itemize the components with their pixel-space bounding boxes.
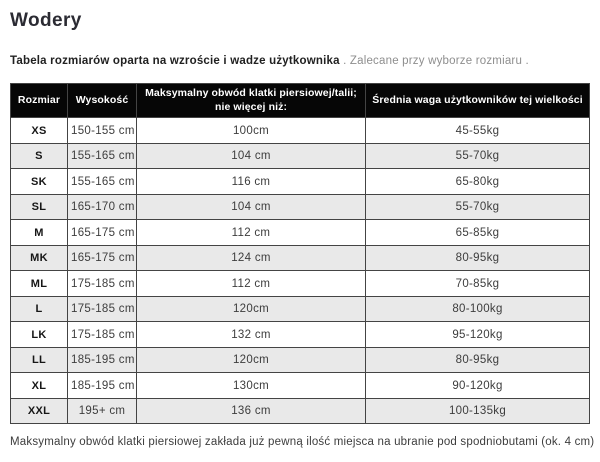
size-cell: M (11, 220, 68, 246)
table-row (11, 169, 590, 195)
size-table-header (11, 84, 590, 118)
weight-cell: 95-120kg (366, 322, 590, 348)
chest-cell: 120cm (137, 296, 366, 322)
size-table-body (11, 118, 590, 424)
weight-cell: 55-70kg (366, 194, 590, 220)
size-table (10, 83, 590, 424)
height-cell: 175-185 cm (68, 296, 137, 322)
size-cell: SK (11, 169, 68, 195)
height-cell: 195+ cm (68, 398, 137, 424)
intro-muted-text: Zalecane przy wyborze rozmiaru . (349, 55, 529, 67)
size-cell: XXL (11, 398, 68, 424)
size-cell: L (11, 296, 68, 322)
chest-cell: 130cm (137, 373, 366, 399)
header-size: Rozmiar (11, 84, 68, 118)
height-cell: 175-185 cm (68, 271, 137, 297)
table-row (11, 143, 590, 169)
table-row (11, 322, 590, 348)
size-cell: S (11, 143, 68, 169)
weight-cell: 80-100kg (366, 296, 590, 322)
weight-cell: 65-80kg (366, 169, 590, 195)
height-cell: 175-185 cm (68, 322, 137, 348)
height-cell: 165-175 cm (68, 245, 137, 271)
chest-cell: 136 cm (137, 398, 366, 424)
intro-bold-text: Tabela rozmiarów oparta na wzroście i wadze użytkownika (10, 55, 340, 67)
chest-cell: 104 cm (137, 143, 366, 169)
table-row (11, 194, 590, 220)
weight-cell: 80-95kg (366, 245, 590, 271)
chest-cell: 104 cm (137, 194, 366, 220)
size-cell: XL (11, 373, 68, 399)
weight-cell: 65-85kg (366, 220, 590, 246)
weight-cell: 45-55kg (366, 118, 590, 144)
height-cell: 185-195 cm (68, 373, 137, 399)
height-cell: 185-195 cm (68, 347, 137, 373)
table-row (11, 347, 590, 373)
chest-cell: 112 cm (137, 271, 366, 297)
header-chest (137, 84, 366, 118)
height-cell: 165-170 cm (68, 194, 137, 220)
page-title: Wodery (10, 10, 82, 31)
size-cell: ML (11, 271, 68, 297)
size-cell: LK (11, 322, 68, 348)
table-row (11, 118, 590, 144)
weight-cell: 90-120kg (366, 373, 590, 399)
size-cell: LL (11, 347, 68, 373)
intro-text (10, 55, 590, 67)
weight-cell: 55-70kg (366, 143, 590, 169)
height-cell: 150-155 cm (68, 118, 137, 144)
table-row (11, 296, 590, 322)
table-row (11, 271, 590, 297)
chest-cell: 100cm (137, 118, 366, 144)
intro-separator: . (339, 55, 350, 67)
chest-cell: 120cm (137, 347, 366, 373)
footnote-text: Maksymalny obwód klatki piersiowej zakłada już pewną ilość miejsca na ubranie pod spodniobutami (ok. 4 cm) (10, 436, 595, 449)
chest-cell: 132 cm (137, 322, 366, 348)
height-cell: 155-165 cm (68, 143, 137, 169)
size-cell: MK (11, 245, 68, 271)
height-cell: 165-175 cm (68, 220, 137, 246)
header-chest-line1: Maksymalny obwód klatki piersiowej/talii; (145, 87, 357, 99)
weight-cell: 80-95kg (366, 347, 590, 373)
table-header-row (11, 84, 590, 118)
chest-cell: 116 cm (137, 169, 366, 195)
table-row (11, 220, 590, 246)
weight-cell: 100-135kg (366, 398, 590, 424)
chest-cell: 112 cm (137, 220, 366, 246)
weight-cell: 70-85kg (366, 271, 590, 297)
header-weight: Średnia waga użytkowników tej wielkości (366, 84, 590, 118)
size-cell: SL (11, 194, 68, 220)
height-cell: 155-165 cm (68, 169, 137, 195)
header-chest-line2: nie więcej niż: (214, 100, 288, 113)
header-height: Wysokość (68, 84, 137, 118)
table-row (11, 373, 590, 399)
size-cell: XS (11, 118, 68, 144)
table-row (11, 398, 590, 424)
table-row (11, 245, 590, 271)
chest-cell: 124 cm (137, 245, 366, 271)
